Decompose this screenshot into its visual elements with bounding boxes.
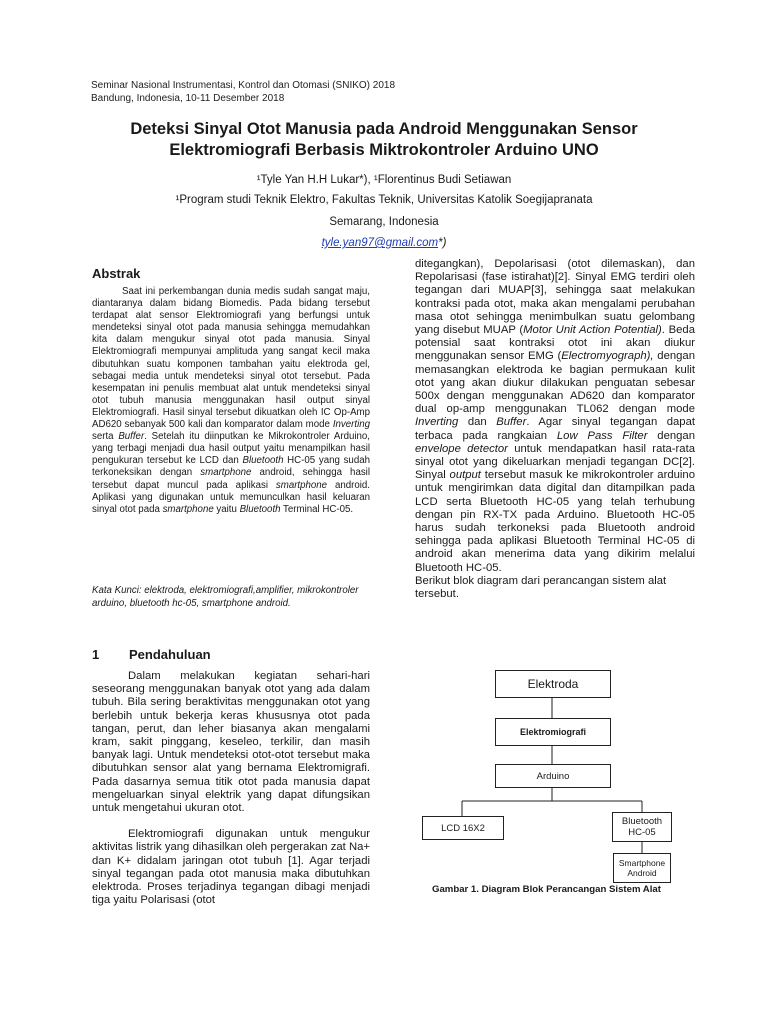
- intro-paragraph-2: Elektromiografi digunakan untuk mengukur aktivitas listrik yang dihasilkan oleh pergerakan zat Na+ dan K+ didalam jaringan otot tubuh [1]. Agar terjadi sinyal tegangan pada otot manusia maka dibutuhkan elektroda. Proses terjadinya tegangan dibagi menjadi tiga yaitu Polarisasi (otot: [92, 828, 370, 907]
- abstract-text-after-sp1: android, sehingga hasil tersebut dapat muncul pada aplikasi: [92, 467, 370, 491]
- abstract-text-after-bt: HC-05 yang sudah terkoneksikan dengan: [92, 455, 370, 479]
- abstract-heading: Abstrak: [92, 266, 141, 281]
- intro-paragraph-1: Dalam melakukan kegiatan sehari-hari seseorang menggunakan banyak otot yang ada dalam tubuh. Bila sering beraktivitas menggunakan otot yang berlebih untuk bekerja keras khususnya otot pada tangan, perut, dan leher biasanya akan mengalami kram, sakit pinggang, keseleo, terkilir, dan masih banyak lagi. Untuk mendeteksi otot-otot tersebut maka dibutuhkan sensor alat yang bernama Elektromigrafi. Pada dasarnya semua titik otot pada manusia dapat mengeluarkan sinyal elektrik yang dapat difungsikan untuk mengetahui ukuran otot.: [92, 670, 370, 815]
- right-paragraph-1: [415, 258, 695, 575]
- section-number: 1: [92, 647, 100, 662]
- elektromiografi-block: Elektromiografi: [495, 718, 611, 746]
- right-term-envelope: envelope detector: [415, 442, 508, 455]
- lcd-block: LCD 16X2: [422, 816, 504, 840]
- right-paragraph-2: Berikut blok diagram dari perancangan sistem alat tersebut.: [415, 574, 667, 601]
- right-term-emg: Electromyograph),: [561, 350, 654, 363]
- figure-caption: Gambar 1. Diagram Blok Perancangan Sistem Alat: [432, 884, 661, 895]
- abstract-text-yaitu: yaitu: [213, 503, 240, 515]
- abstract-text-main: Saat ini perkembangan dunia medis sudah sangat maju, diantaranya dalam bidang Biomedis. Pada bidang tersebut terdapat alat sensor Elektromiografi yang berfungsi untuk mendeteksi sinyal otot pada manusia sehingga memudahkan kita dalam mengukur sinyal otot pada manusia. Sinyal Elektromiografi mempunyai amplituda yang sangat kecil maka dibutuhkan suatu komponen tambahan yaitu elektroda gel, sebagai media untuk mendeteksi sinyal otot tersebut. Pada kesempatan ini penulis membuat alat untuk mendeteksi sinyal otot tubuh manusia menggunakan hasil output sinyal Elektromiografi. Hasil sinyal tersebut dikuatkan oleh IC Op-Amp AD620 sebanyak 500 kali dan komparator dalam mode: [92, 286, 370, 431]
- right-term-lpf: Low Pass Filter: [556, 429, 648, 442]
- abstract-text-after-sp2: android. Aplikasi yang digunakan untuk memunculkan hasil keluaran sinyal otot pada: [92, 479, 370, 515]
- bluetooth-block: [612, 812, 672, 842]
- abstract-text: [92, 286, 370, 516]
- elektroda-block: Elektroda: [495, 670, 611, 698]
- paper-title: [80, 119, 688, 160]
- abstract-text-serta: serta: [92, 431, 119, 443]
- abstract-term-bluetooth: Bluetooth: [242, 455, 284, 467]
- intro-right-column: [415, 258, 695, 601]
- author-names: ¹Tyle Yan H.H Lukar*), ¹Florentinus Budi Setiawan: [256, 174, 512, 186]
- author-email-suffix: *): [438, 237, 447, 249]
- bluetooth-line-2: HC-05: [628, 827, 656, 838]
- abstract-term-smartphone-1: smartphone: [200, 467, 252, 479]
- author-affiliation: ¹Program studi Teknik Elektro, Fakultas Teknik, Universitas Katolik Soegijapranata: [175, 194, 593, 206]
- smartphone-line-2: Android: [627, 868, 657, 878]
- right-text-5: untuk mendapatkan hasil rata-rata sinyal otot yang dikeluarkan menjadi tegangan DC[2]. Sinyal: [415, 442, 696, 482]
- author-email-link[interactable]: tyle.yan97@gmail.com: [321, 237, 439, 249]
- keywords: Kata Kunci: elektroda, elektromiografi,amplifier, mikrokontroler arduino, bluetooth hc-05, smartphone android.: [92, 585, 359, 609]
- section-title: Pendahuluan: [129, 647, 211, 662]
- abstract-text-end: Terminal HC-05.: [280, 503, 354, 515]
- abstract-text-after-buffer: . Setelah itu diinputkan ke Mikrokontroler Arduino, yang terbagi menjadi dua hasil output yaitu menampilkan hasil pengukuran tersebut ke LCD dan: [92, 431, 370, 467]
- conference-header: [91, 80, 395, 105]
- right-text-dengan: dengan: [647, 429, 695, 442]
- intro-left-column: [92, 670, 370, 907]
- title-line-2: Elektromiografi Berbasis Miktrokontroler Arduino UNO: [169, 140, 599, 159]
- right-text-dan: dan: [458, 416, 497, 429]
- right-text-3: dengan memasangkan elektroda ke bagian permukaan kulit otot yang akan diukur dilakukan penguatan sebesar 500x dengan menggunakan AD620 dan komparator dual op-amp menggunakan TL062 dengan mode: [415, 350, 695, 416]
- arduino-block: Arduino: [495, 764, 611, 788]
- smartphone-block: [613, 853, 671, 883]
- author-city: Semarang, Indonesia: [329, 216, 439, 228]
- title-line-1: Deteksi Sinyal Otot Manusia pada Android Menggunakan Sensor: [130, 120, 638, 138]
- right-term-output: output: [449, 469, 481, 482]
- abstract-term-buffer: Buffer: [118, 431, 145, 443]
- header-line-2: Bandung, Indonesia, 10-11 Desember 2018: [91, 92, 285, 104]
- abstract-term-smartphone-2: smartphone: [275, 479, 328, 491]
- smartphone-line-1: Smartphone: [618, 858, 666, 868]
- right-term-inverting: Inverting: [415, 416, 459, 429]
- block-diagram: [420, 666, 700, 896]
- bluetooth-line-1: Bluetooth: [621, 816, 663, 827]
- abstract-term-smartphone-3: smartphone: [162, 503, 214, 515]
- right-text-2: . Beda potensial saat kontraksi otot ini akan diukur menggunakan sensor EMG (: [415, 324, 695, 363]
- abstract-term-inverting: Inverting: [332, 419, 370, 431]
- header-line-1: Seminar Nasional Instrumentasi, Kontrol dan Otomasi (SNIKO) 2018: [91, 80, 396, 91]
- author-email-line: [60, 237, 708, 249]
- right-term-buffer: Buffer: [496, 416, 527, 429]
- right-term-muap: Motor Unit Action Potential): [523, 324, 662, 337]
- abstract-term-bluetooth-2: Bluetooth: [239, 503, 281, 515]
- right-text-6: tersebut masuk ke mikrokontroler arduino untuk mengirimkan data digital dan ditampilkan pada LCD serta Bluetooth HC-05 yang telah terhubung dengan pin RX-TX pada Arduino. Bluetooth HC-05 harus sudah terkoneksi pada Bluetooth android sehingga pada aplikasi Bluetooth Terminal HC-05 di android akan menerima data yang dikirim melalui Bluetooth HC-05.: [415, 469, 695, 574]
- right-text-1: ditegangkan), Depolarisasi (otot dilemaskan), dan Repolarisasi (fase istirahat)[2]. Sinyal EMG terdiri oleh tegangan dari MUAP[3], sehingga saat melakukan kontraksi pada otot, maka akan mengalami perubahan masa otot sehingga menimbulkan suatu gelombang yang disebut MUAP (: [415, 258, 695, 337]
- right-text-4: . Agar sinyal tegangan dapat terbaca pada rangkaian: [415, 416, 695, 442]
